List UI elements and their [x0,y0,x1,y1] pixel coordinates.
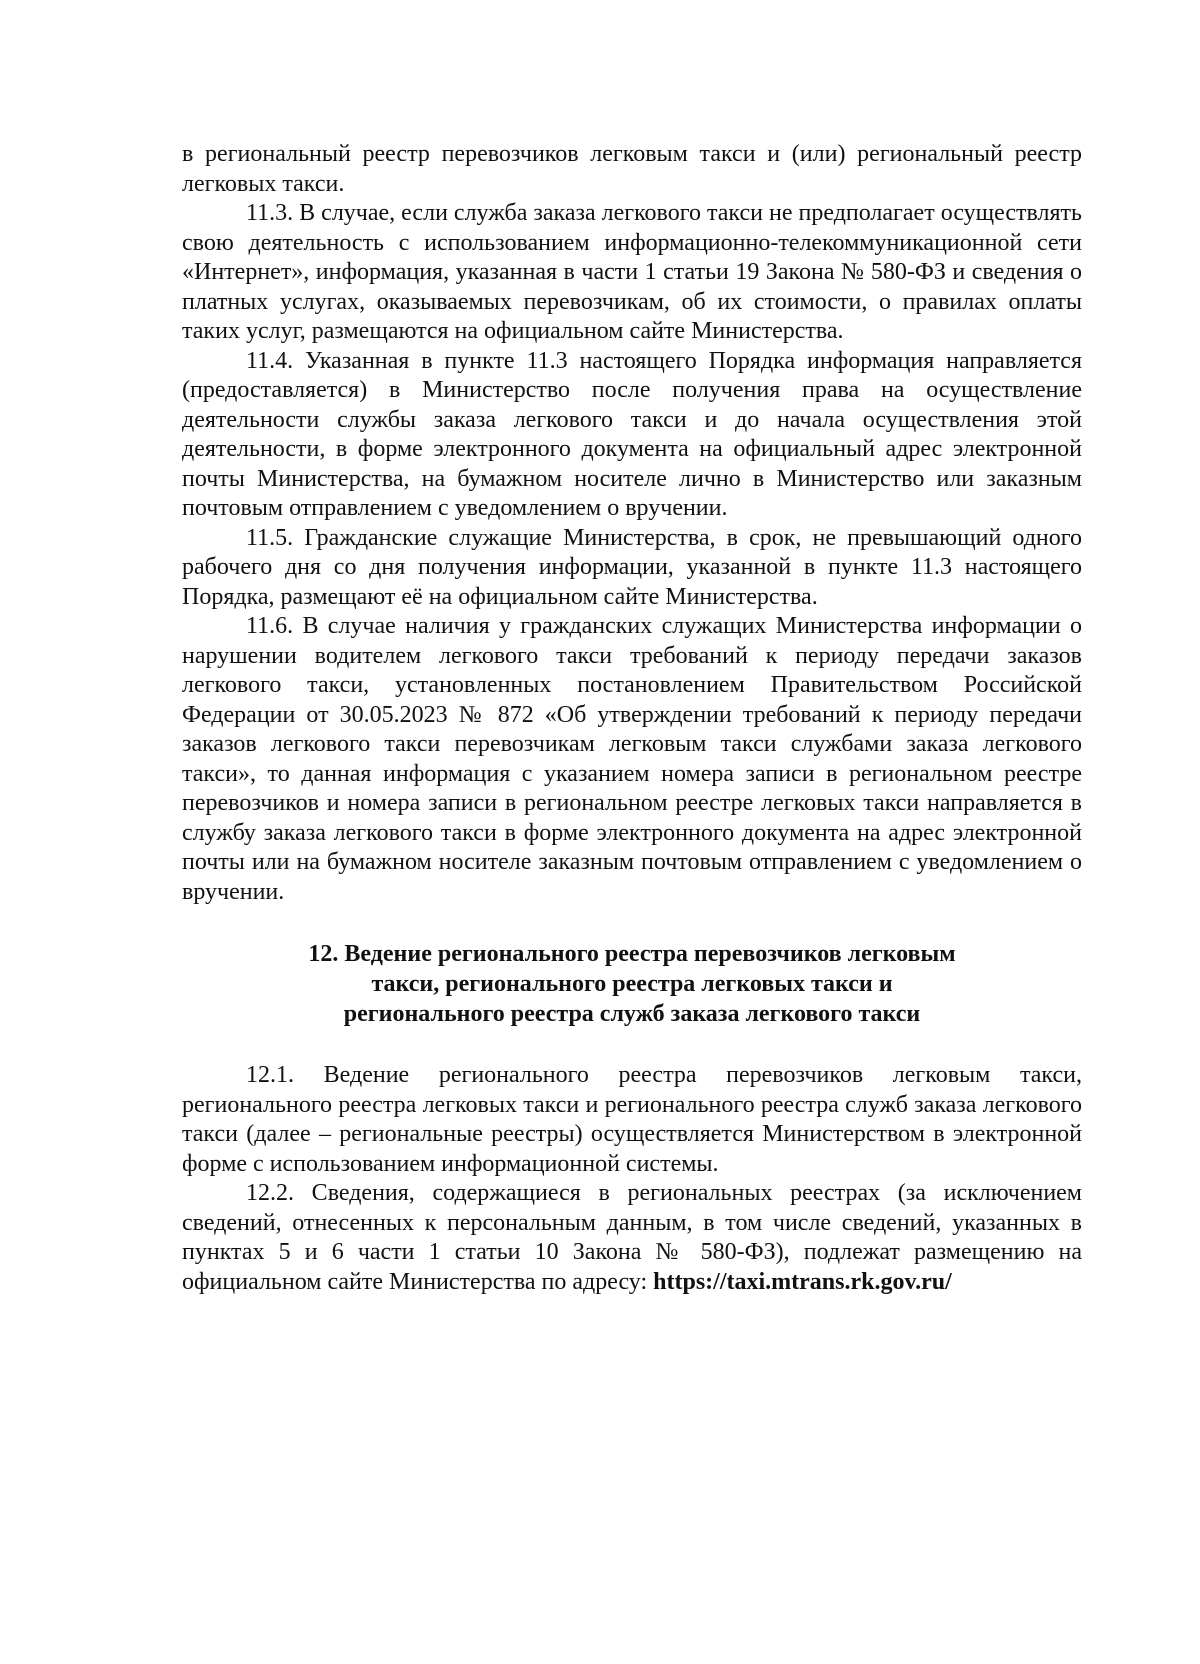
paragraph-12-2 [182,1179,1082,1297]
paragraph-12-2-text: 12.2. Сведения, содержащиеся в региональных реестрах (за исключением сведений, отнесенных к персональным данным, в том числе сведений, указанных в пунктах 5 и 6 части 1 статьи 10 Закона № 580-ФЗ), подлежат размещению на официальном сайте Министерства по адресу: [182,1180,1082,1295]
paragraph-11-6: 11.6. В случае наличия у гражданских служащих Министерства информации о нарушении водителем легкового такси требований к периоду передачи заказов легкового такси, установленных постановлением Правительством Российской Федерации от 30.05.2023 № 872 «Об утверждении требований к периоду передачи заказов легкового такси перевозчикам легковым такси службами заказа легкового такси», то данная информация с указанием номера записи в региональном реестре перевозчиков и номера записи в региональном реестре легковых такси направляется в службу заказа легкового такси в форме электронного документа на адрес электронной почты или на бумажном носителе заказным почтовым отправлением с уведомлением о вручении. [182,613,1082,905]
section-heading-line: 12. Ведение регионального реестра перевозчиков легковым [308,941,956,967]
paragraph-11-5: 11.5. Гражданские служащие Министерства, в срок, не превышающий одного рабочего дня со дня получения информации, указанной в пункте 11.3 настоящего Порядка, размещают её на официальном сайте Министерства. [182,524,1082,610]
section-12-heading [182,939,1082,1029]
paragraph-11-4: 11.4. Указанная в пункте 11.3 настоящего Порядка информация направляется (предоставляется) в Министерство после получения права на осуществление деятельности службы заказа легкового такси и до начала осуществления этой деятельности, в форме электронного документа на официальный адрес электронной почты Министерства, на бумажном носителе лично в Министерство или заказным почтовым отправлением с уведомлением о вручении. [182,347,1082,521]
paragraph-12-1: 12.1. Ведение регионального реестра перевозчиков легковым такси, регионального реестра легковых такси и регионального реестра служб заказа легкового такси (далее – региональные реестры) осуществляется Министерством в электронной форме с использованием информационной системы. [182,1062,1082,1177]
paragraph-continuation: в региональный реестр перевозчиков легковым такси и (или) региональный реестр легковых такси. [182,141,1082,197]
document-page [182,140,1082,1297]
section-heading-line: такси, регионального реестра легковых такси и [371,971,893,997]
ministry-website-url[interactable]: https://taxi.mtrans.rk.gov.ru/ [653,1268,952,1295]
paragraph-11-3: 11.3. В случае, если служба заказа легкового такси не предполагает осуществлять свою деятельность с использованием информационно-телекоммуникационной сети «Интернет», информация, указанная в части 1 статьи 19 Закона № 580-ФЗ и сведения о платных услугах, оказываемых перевозчикам, об их стоимости, о правилах оплаты таких услуг, размещаются на официальном сайте Министерства. [182,200,1082,344]
section-heading-line: регионального реестра служб заказа легкового такси [343,1001,921,1027]
